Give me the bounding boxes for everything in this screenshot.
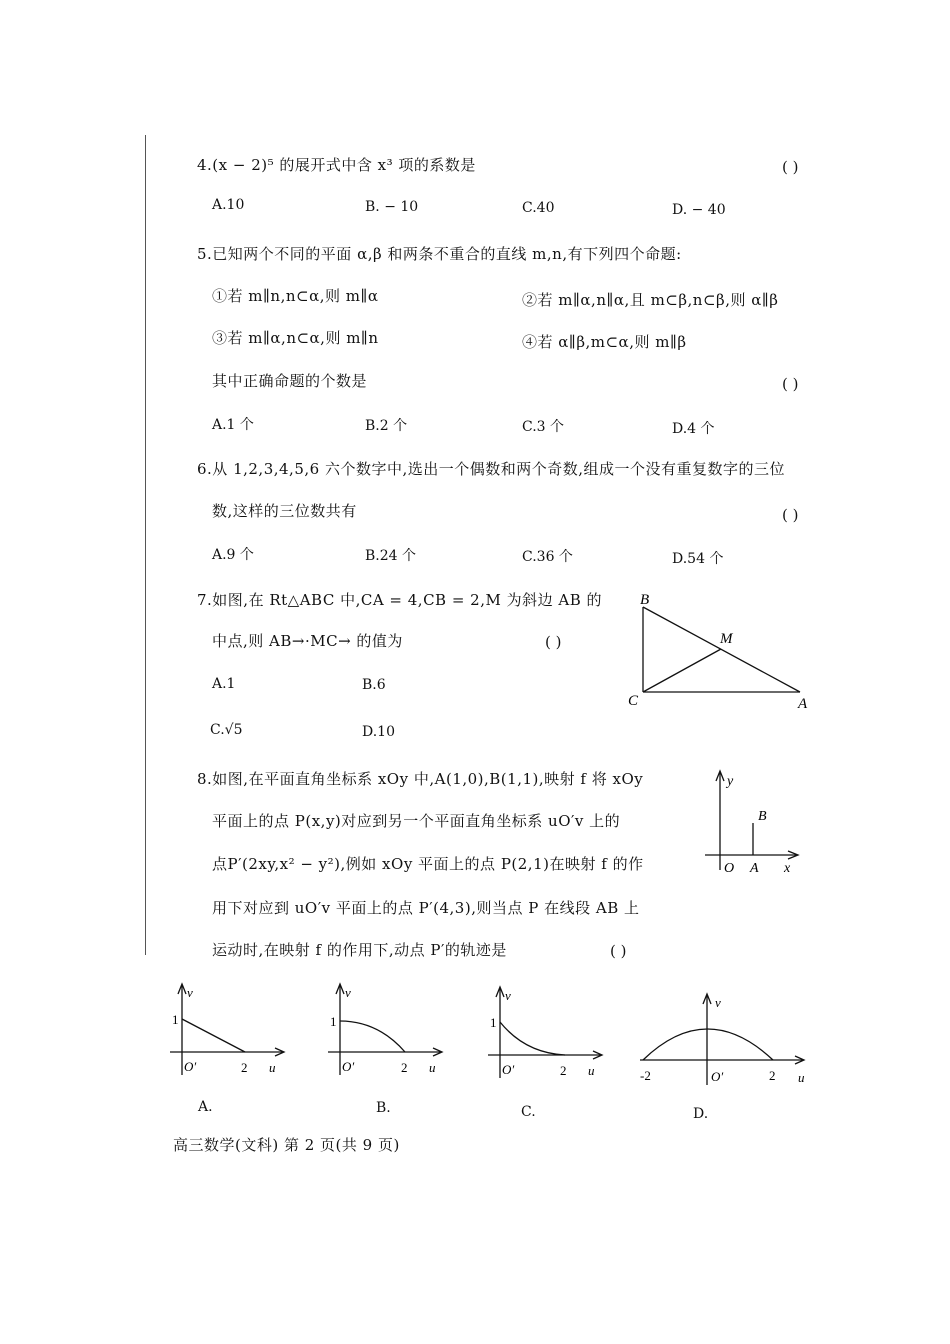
- q6-answer-paren: ( ): [782, 506, 799, 524]
- q7-option-b: B.6: [362, 677, 386, 693]
- svg-text:v: v: [345, 985, 351, 1000]
- q5-option-b: B.2 个: [365, 418, 408, 434]
- svg-text:u: u: [588, 1063, 595, 1078]
- q8-graph-d: [635, 990, 815, 1090]
- q7-label-a: A: [798, 696, 808, 712]
- q8-fig-a: A: [750, 861, 759, 876]
- q4-option-d: D. − 40: [672, 202, 726, 218]
- q5-option-d: D.4 个: [672, 421, 715, 437]
- q8-fig-y: y: [727, 774, 734, 789]
- svg-text:2: 2: [560, 1063, 567, 1078]
- q8-fig-b: B: [758, 809, 767, 824]
- q7-answer-paren: ( ): [545, 633, 562, 651]
- q6-stem-line2: 数,这样的三位数共有: [212, 502, 357, 520]
- svg-text:u: u: [269, 1060, 276, 1075]
- q7-stem-line2: 中点,则 AB→·MC→ 的值为: [212, 632, 403, 650]
- q8-graph-c: [483, 983, 608, 1083]
- q4-option-a: A.10: [212, 197, 245, 213]
- svg-text:v: v: [505, 988, 511, 1003]
- q5-option-a: A.1 个: [212, 417, 254, 433]
- q8-line1: 8.如图,在平面直角坐标系 xOy 中,A(1,0),B(1,1),映射 f 将 xOy: [197, 770, 644, 788]
- q6-stem-line1: 6.从 1,2,3,4,5,6 六个数字中,选出一个偶数和两个奇数,组成一个没有重复数字的三位: [197, 460, 785, 478]
- q5-prop-3: ③若 m∥α,n⊂α,则 m∥n: [212, 329, 379, 347]
- svg-text:u: u: [798, 1070, 805, 1085]
- q8-fig-x: x: [784, 861, 791, 876]
- q6-option-c: C.36 个: [522, 549, 573, 565]
- q8-graph-b: [323, 980, 448, 1080]
- q5-ask: 其中正确命题的个数是: [212, 372, 368, 390]
- q5-prop-2: ②若 m∥α,n∥α,且 m⊂β,n⊂β,则 α∥β: [522, 291, 779, 309]
- q7-label-b: B: [640, 592, 650, 608]
- svg-text:2: 2: [241, 1060, 248, 1075]
- q7-stem-line1: 7.如图,在 Rt△ABC 中,CA = 4,CB = 2,M 为斜边 AB 的: [197, 591, 603, 609]
- q4-answer-paren: ( ): [782, 158, 799, 176]
- svg-text:v: v: [187, 985, 193, 1000]
- q4-option-b: B. − 10: [365, 199, 419, 215]
- q8-line3: 点P′(2xy,x² − y²),例如 xOy 平面上的点 P(2,1)在映射 f 的作: [212, 855, 644, 873]
- q8-fig-o: O: [724, 861, 735, 876]
- q7-option-c: C.√5: [210, 722, 243, 738]
- svg-text:O′: O′: [184, 1059, 197, 1074]
- q8-line5: 运动时,在映射 f 的作用下,动点 P′的轨迹是: [212, 941, 507, 959]
- q8-graph-a: [165, 980, 290, 1080]
- svg-text:O′: O′: [342, 1059, 355, 1074]
- q8-option-a-label: A.: [198, 1099, 213, 1115]
- svg-text:O′: O′: [711, 1069, 724, 1084]
- q4-option-c: C.40: [522, 200, 555, 216]
- q8-option-d-label: D.: [693, 1106, 709, 1122]
- svg-text:2: 2: [769, 1068, 776, 1083]
- svg-text:2: 2: [401, 1060, 408, 1075]
- q6-option-a: A.9 个: [212, 547, 254, 563]
- svg-text:O′: O′: [502, 1062, 515, 1077]
- q7-triangle-figure: [620, 585, 820, 715]
- q8-line2: 平面上的点 P(x,y)对应到另一个平面直角坐标系 uO′v 上的: [212, 812, 621, 830]
- svg-text:1: 1: [172, 1012, 179, 1027]
- page-footer: 高三数学(文科) 第 2 页(共 9 页): [173, 1136, 400, 1154]
- q5-prop-1: ①若 m∥n,n⊂α,则 m∥α: [212, 287, 379, 305]
- q8-option-b-label: B.: [376, 1100, 391, 1116]
- svg-text:v: v: [715, 995, 721, 1010]
- q8-line4: 用下对应到 uO′v 平面上的点 P′(4,3),则当点 P 在线段 AB 上: [212, 899, 640, 917]
- q5-prop-4: ④若 α∥β,m⊂α,则 m∥β: [522, 333, 687, 351]
- svg-text:1: 1: [330, 1014, 337, 1029]
- q7-option-a: A.1: [212, 676, 236, 692]
- svg-text:1: 1: [490, 1015, 497, 1030]
- q5-stem: 5.已知两个不同的平面 α,β 和两条不重合的直线 m,n,有下列四个命题:: [197, 245, 682, 263]
- q8-xoy-figure: [700, 765, 810, 880]
- q7-option-d: D.10: [362, 724, 395, 740]
- q7-label-m: M: [720, 631, 733, 647]
- q8-answer-paren: ( ): [610, 942, 627, 960]
- binding-margin-line: [145, 135, 146, 955]
- q6-option-b: B.24 个: [365, 548, 417, 564]
- q5-option-c: C.3 个: [522, 419, 565, 435]
- q6-option-d: D.54 个: [672, 551, 724, 567]
- q4-stem: 4.(x − 2)⁵ 的展开式中含 x³ 项的系数是: [197, 156, 476, 174]
- svg-text:-2: -2: [640, 1068, 651, 1083]
- q8-option-c-label: C.: [521, 1104, 536, 1120]
- q7-label-c: C: [628, 693, 639, 709]
- q5-answer-paren: ( ): [782, 375, 799, 393]
- svg-text:u: u: [429, 1060, 436, 1075]
